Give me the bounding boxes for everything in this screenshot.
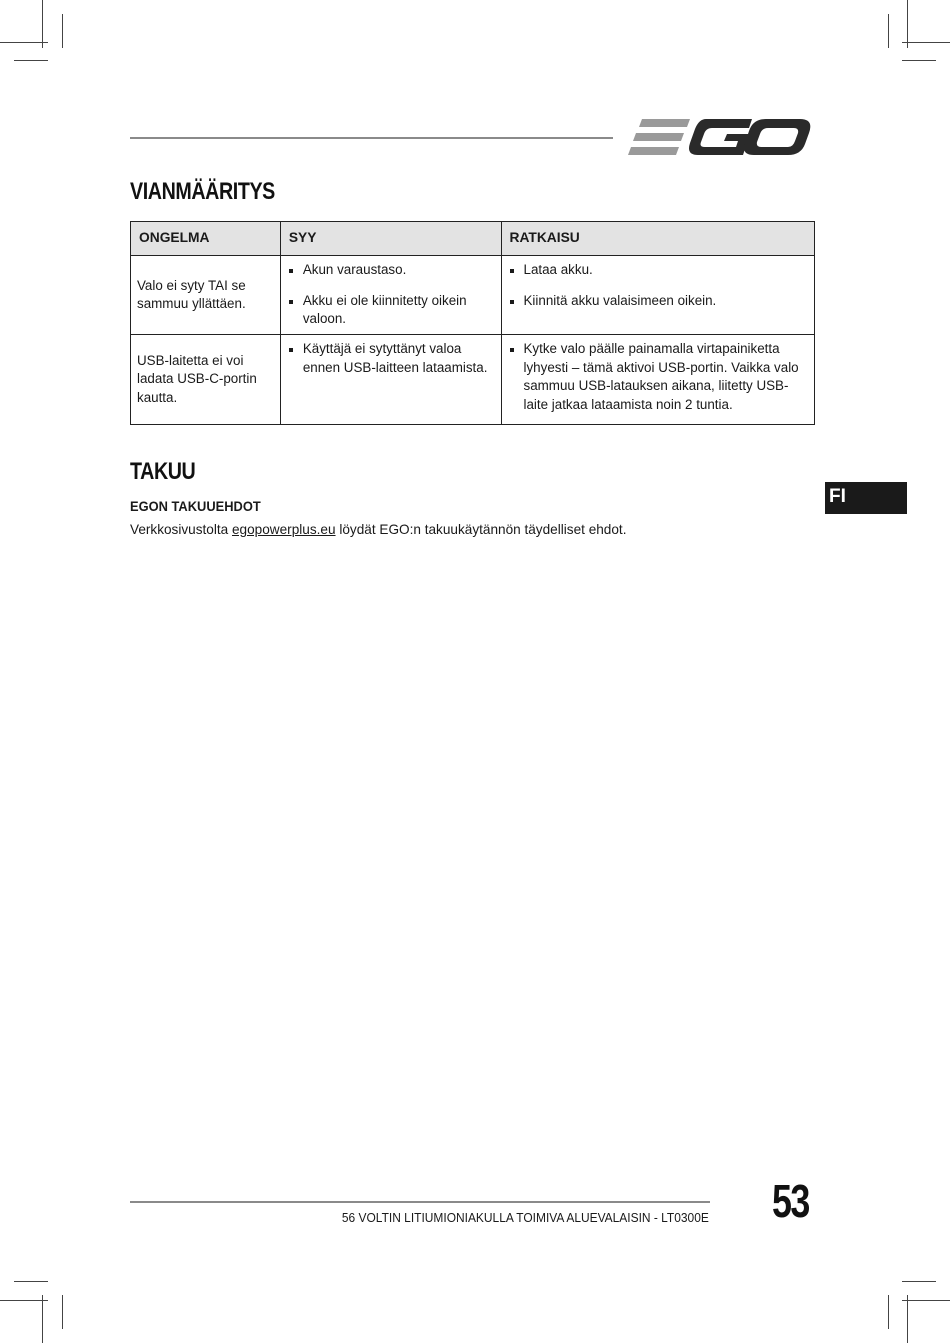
crop-mark [902,1300,950,1301]
warranty-text [130,522,627,537]
crop-mark [0,42,48,43]
troubleshooting-table [130,221,815,425]
header-cause: SYY [280,222,501,256]
warranty-link[interactable]: egopowerplus.eu [232,522,336,537]
crop-mark [42,1295,43,1343]
crop-mark [902,42,950,43]
list-item: Kytke valo päälle painamalla virtapainiketta lyhyesti – tämä aktivoi USB-portin. Vaikka valo sammuu USB-latauksen aikana, liitetty USB-laite jatkaa lataamista noin 2 tuntia. [508,340,809,414]
solution-cell [501,256,815,335]
warranty-title: TAKUU [130,458,196,485]
ego-logo [628,115,813,164]
page-number: 53 [772,1175,809,1227]
table-header-row [131,222,815,256]
warranty-text-before: Verkkosivustolta [130,522,232,537]
list-item: Lataa akku. [508,261,809,280]
list-item: Akku ei ole kiinnitetty oikein valoon. [287,292,495,329]
list-item: Kiinnitä akku valaisimeen oikein. [508,292,809,311]
list-item: Käyttäjä ei sytyttänyt valoa ennen USB-laitteen lataamista. [287,340,495,377]
problem-cell: Valo ei syty TAI se sammuu yllättäen. [131,256,281,335]
table-row [131,335,815,425]
header-solution: RATKAISU [501,222,815,256]
table-row [131,256,815,335]
crop-mark [14,1281,48,1282]
crop-mark [62,1295,63,1329]
footer-text: 56 VOLTIN LITIUMIONIAKULLA TOIMIVA ALUEVALAISIN - LT0300E [342,1210,709,1225]
footer-rule [130,1201,710,1203]
warranty-subtitle: EGON TAKUUEHDOT [130,498,261,514]
cause-cell [280,256,501,335]
crop-mark [907,0,908,48]
crop-mark [14,60,48,61]
crop-mark [0,1300,48,1301]
list-item: Akun varaustaso. [287,261,495,280]
warranty-text-after: löydät EGO:n takuukäytännön täydelliset ehdot. [335,522,627,537]
header-problem: ONGELMA [131,222,281,256]
header-rule [130,137,613,139]
crop-mark [902,60,936,61]
language-tab: FI [825,482,907,514]
crop-mark [62,14,63,48]
crop-mark [902,1281,936,1282]
crop-mark [888,14,889,48]
troubleshooting-title: VIANMÄÄRITYS [130,178,275,205]
problem-cell: USB-laitetta ei voi ladata USB-C-portin kautta. [131,335,281,425]
cause-cell [280,335,501,425]
solution-cell [501,335,815,425]
crop-mark [888,1295,889,1329]
crop-mark [42,0,43,48]
crop-mark [907,1295,908,1343]
